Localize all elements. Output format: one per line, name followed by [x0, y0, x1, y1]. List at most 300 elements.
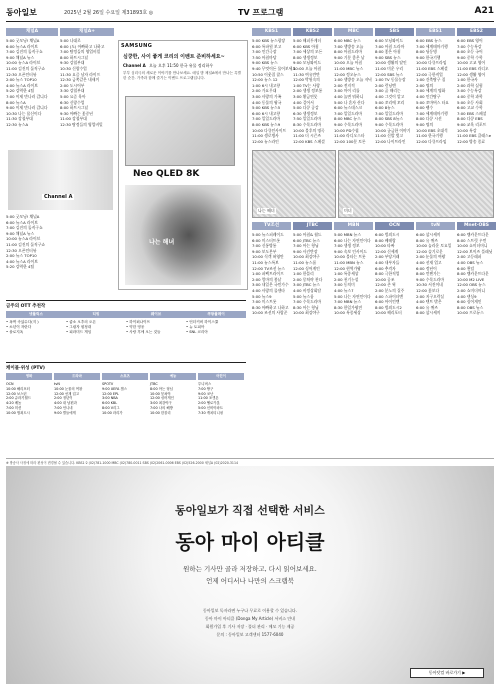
schedule-row: 9:00 한국기행 — [416, 54, 441, 60]
schedule-row: 12:00 존 윅 — [375, 282, 396, 288]
schedule-row: 2:00 쇼미더머니 — [457, 287, 486, 293]
schedule-row: 12:00 100분 토론 — [334, 138, 366, 144]
schedule-row: 9:00 보도본부 — [252, 248, 277, 254]
schedule-row: 12:00 보이즈 플래닛 — [457, 248, 493, 254]
schedule-row: 8:30 수목드라마 — [293, 121, 322, 127]
schedule-column — [293, 222, 332, 316]
schedule-row: 4:00 놀면 뭐하니 — [334, 93, 364, 99]
schedule-row: 10:00 생활의 달인 — [375, 60, 407, 66]
schedule-row: • 하이퍼나이프 — [126, 320, 151, 324]
schedule-row: JTBC — [150, 382, 158, 386]
schedule-row: 10:00 뉴스A 라이브 — [6, 236, 41, 242]
schedule-row: 10:00 공조 — [375, 276, 395, 282]
schedule-row: 11:30 요즘 남자 라이프 — [60, 71, 101, 77]
schedule-row: 7:30 캐치티니핑 — [198, 410, 224, 415]
schedule-row: 4:00 댄싱9 — [457, 293, 477, 299]
schedule-row: 3:00 최강야구 — [150, 401, 172, 406]
schedule-row: 9:00 UEFA 챔스 — [102, 386, 127, 391]
cable-genre: 영화 — [6, 373, 52, 380]
schedule-column — [334, 222, 373, 316]
schedule-row: 12:30 오픈인터뷰 — [6, 71, 37, 77]
schedule-row: 10:00 뉴스A 라이브 — [6, 60, 41, 66]
schedule-row: 12:00 EPL — [102, 391, 119, 396]
schedule-row: 8:00 베테랑 — [375, 237, 396, 243]
schedule-row: 9:30 아빠는 꽃중년 — [60, 110, 93, 116]
schedule-row: 5:00 아침& 월드 — [293, 232, 322, 237]
schedule-row: tvN — [54, 382, 60, 386]
schedule-row: 6:00 JTBC 뉴스 — [293, 237, 320, 243]
channel-a-plus-header: 채널A+ — [60, 28, 114, 36]
schedule-column — [375, 222, 414, 316]
schedule-row: 10:00 다큐프라임 — [416, 60, 447, 66]
schedule-row: 7:00 김진의 돌직구쇼 — [6, 225, 43, 231]
schedule-column — [457, 222, 496, 316]
schedule-row: 2:00 지구오락실 — [416, 293, 445, 299]
schedule-row: 6:00 삼시세끼 — [416, 232, 441, 237]
schedule-row: 6:00 퀸덤 — [457, 265, 475, 271]
schedule-row: 7:50 아침마당 — [252, 54, 277, 60]
schedule-row: 6:00 8뉴스 — [375, 105, 395, 111]
program-photo-2 — [338, 150, 494, 218]
donga-my-article-ad — [6, 466, 494, 684]
schedule-row: • 약한 영웅 — [126, 325, 145, 329]
schedule-row: 11:00 EBS 클래스e — [457, 133, 492, 139]
schedule-row: 10:00 식객 허영만 — [252, 254, 284, 260]
page-number: A21 — [474, 6, 494, 16]
channel-header: Mnet·OBS — [457, 222, 496, 230]
schedule-column — [293, 28, 332, 146]
schedule-row: 6:00 고교 수학 — [457, 105, 483, 111]
schedule-row: 10:00 프로듀스 — [457, 310, 484, 316]
channel-header: EBS1 — [416, 28, 455, 36]
channel-a-banner — [8, 150, 113, 210]
schedule-row: 8:00 생생정보 — [293, 54, 318, 60]
schedule-row: 12:00 방송 종료 — [457, 138, 486, 144]
schedule-row: 7:00 인간극장 — [252, 49, 277, 55]
schedule-row: 7:00 생방송 오늘 — [334, 43, 364, 49]
schedule-row: 3:00 마이 리틀 — [334, 88, 360, 94]
channel-header: TV조선 — [252, 222, 291, 230]
schedule-row: 10:50 이웃집 찰스 — [252, 71, 284, 77]
schedule-row: 6:00 KBL — [102, 401, 118, 406]
schedule-row: 6:00 펭수 — [416, 105, 434, 111]
schedule-row: 9:00 이제 만나러 갑니다 — [6, 105, 48, 111]
schedule-row: 12:00 다큐프라임 — [416, 138, 447, 144]
schedule-row: OCN — [6, 382, 14, 386]
schedule-row: 1:00 건축탐구 집 — [416, 77, 446, 83]
schedule-row: 4:00 그것이 알고 — [375, 93, 405, 99]
ott-column — [186, 311, 246, 335]
schedule-row: 1:00 TV 동물농장 — [375, 77, 406, 83]
schedule-row: • 소년이 자란다 — [6, 325, 32, 329]
schedule-row: 5:20 강력한 4팀 — [6, 264, 35, 270]
schedule-row: 6:00 모닝와이드 — [375, 38, 404, 43]
schedule-row: 12:30 금쪽같은 내새끼 — [60, 77, 100, 83]
schedule-row: 2:00 도시어부 — [60, 82, 85, 88]
schedule-row: 8:00 뉴스A — [6, 99, 26, 105]
schedule-row: 2:00 전지적 — [334, 82, 355, 88]
schedule-row: 11:00 신발 벗고 — [375, 133, 404, 139]
schedule-row: 9:00 기분 좋은 날 — [334, 54, 365, 60]
schedule-row: 10:30 서진이네 — [416, 282, 443, 288]
schedule-row: 12:00 보스턴 — [6, 391, 27, 396]
schedule-row: 7:00 생생 정보 — [334, 243, 360, 249]
schedule-row: 3:00 황금연못 — [293, 93, 318, 99]
schedule-row: 5:00 해피투게더 — [293, 38, 322, 43]
schedule-row: 10:00 타짜 — [375, 243, 395, 249]
ott-platform: 넷플릭스 — [6, 311, 66, 318]
cable-genre: 어린이 — [198, 373, 244, 380]
schedule-row: 7:00 짱구 — [198, 386, 214, 391]
schedule-row: • 폭싹 속았수다(지 ) — [6, 320, 39, 324]
ad-small-1: 동아일보 독자라면 누구나 무료로 이용할 수 있습니다. — [203, 608, 297, 613]
schedule-row: 3:00 사랑의 가족 — [252, 93, 282, 99]
schedule-row: 8:00 유 퀴즈 — [416, 237, 438, 243]
schedule-row: 12:00 SBS 뉴스 — [375, 71, 404, 77]
schedule-row: 7:00 언니네 — [54, 405, 73, 410]
schedule-row: 3:00 내일은 국민가수 — [252, 282, 289, 288]
schedule-row: 3:00 NBA — [102, 396, 118, 401]
schedule-row: 12:00 KBS 스페셜 — [293, 138, 325, 144]
schedule-row: 1:00 퍼펙트라이프 — [252, 271, 284, 277]
schedule-row: 7:00 신통방통 — [252, 243, 277, 249]
channel-header: KBS2 — [293, 28, 332, 36]
schedule-row: 7:00 수목드라마 — [293, 299, 322, 305]
schedule-row: 10:00 불타는 트롯 — [334, 254, 366, 260]
schedule-row: 10:00 오늘 아침 — [334, 60, 363, 66]
schedule-row: 9:00 명의 — [416, 121, 434, 127]
schedule-row: 12:00 뉴스 12 — [252, 77, 278, 83]
channel-header: EBS2 — [457, 28, 496, 36]
schedule-row: 8:00 하트시그널 — [60, 54, 89, 60]
schedule-row: 3:30 강철부대 — [60, 88, 85, 94]
schedule-row: 6:30 신랑수업 — [60, 99, 85, 105]
schedule-row: 6:00 (도) 아빠하고 나하고 — [60, 43, 105, 49]
schedule-row: 12:00 싱어게인 — [150, 396, 174, 401]
schedule-row: 10:00 눈물의 여왕 — [54, 386, 83, 391]
schedule-row: 10:00 범죄도시 — [6, 410, 30, 415]
schedule-row: 7:50 일일드라마 — [293, 116, 322, 122]
schedule-row: 2:00 부당거래 — [375, 254, 400, 260]
schedule-row: 11:00 김진의 돌직구쇼 — [6, 241, 46, 247]
schedule-row: 8:00 OBS 뉴스 — [457, 304, 484, 310]
schedule-row: 2:00 뉴스 TOP10 — [6, 77, 37, 83]
cable-column — [54, 373, 100, 416]
schedule-row: 8:00 극한직업 — [375, 271, 400, 277]
schedule-channel-a — [6, 28, 58, 146]
schedule-row: 7:00 탐정들의 영업비밀 — [60, 49, 101, 55]
schedule-row: 10:00 해리포터 — [6, 386, 30, 391]
schedule-row: 11:00 EBS 라디오 — [457, 65, 489, 71]
schedule-row: 10:00 쇼미더머니 — [457, 243, 488, 249]
schedule-row: 7:00 일일드라마 — [252, 116, 281, 122]
schedule-row: 6:00 MBC 뉴스 — [334, 38, 361, 43]
schedule-row: 7:00 세계테마기행 — [416, 43, 448, 49]
channel-header: MBN — [334, 222, 373, 230]
ad-small-3: 회원가입 후 기사 저장 · 폴더 관리 · 메모 기능 제공 — [205, 624, 295, 629]
schedule-row: 8:00 딩동댕 — [416, 49, 437, 55]
schedule-row: 8:30 아빠하고 나하고 — [252, 304, 289, 310]
channel-a-logo: Channel A — [44, 194, 73, 200]
schedule-row: 2:00 쥬라기월드 — [6, 396, 32, 401]
schedule-row: 8:30 아는 형님 — [293, 304, 319, 310]
schedule-row: 6:30 생생정보 — [293, 110, 318, 116]
schedule-row: 8:00 범죄도시2 — [375, 304, 402, 310]
schedule-row: 12:00 신세계 — [375, 248, 399, 254]
ott-platform: 티빙 — [66, 311, 126, 318]
ad-small-2: 동아 마이 아티클 (Donga My Article) 서비스 안내 — [204, 616, 296, 621]
schedule-row: 6:00 싱어게인 — [457, 299, 482, 305]
schedule-row: 10:00 조선의 사랑꾼 — [252, 310, 288, 316]
schedule-row: 2:00 런닝맨 — [375, 82, 396, 88]
ott-column — [6, 311, 66, 335]
schedule-row: 6:00 엠카운트다운 — [457, 232, 489, 237]
schedule-row: • SNL 코리아 — [186, 330, 208, 334]
schedule-row: 12:00 생활 영어 — [457, 71, 486, 77]
schedule-row: 12:30 탐정들의 영업비밀 — [60, 121, 103, 127]
schedule-row: 10:00 PD수첩 — [334, 127, 359, 133]
schedule-row: • 좋소 오후의 오픈 — [66, 320, 96, 324]
schedule-row: 6:00 뉴스데스크 — [334, 105, 363, 111]
schedule-row: 10:00 고교 영어 — [457, 60, 486, 66]
schedule-row: 8:00 언젠가는 — [416, 271, 441, 277]
schedule-row: 12:00 현역가왕 — [334, 265, 361, 271]
schedule-row: 12:00 뉴스라인 — [252, 138, 279, 144]
schedule-row: 3:00 골 때리는 — [375, 88, 401, 94]
schedule-row: 7:00 수능특강 — [457, 43, 482, 49]
schedule-row: 2:00 헬로카봇 — [198, 401, 220, 406]
channel-header: KBS1 — [252, 28, 291, 36]
schedule-row: 2:00 명의 — [416, 82, 434, 88]
schedule-row: • 사랑 후에 오는 것들 — [126, 330, 161, 334]
cable-satellite-listings — [6, 362, 246, 444]
schedule-row: 8:00 다큐 시선 — [416, 116, 442, 122]
schedule-row: • 피라미드 게임 — [66, 330, 92, 334]
schedule-row: 12:00 싱어게인 — [293, 265, 320, 271]
photo-caption-1: 나는 해녀 — [258, 208, 275, 213]
schedule-row: 4:00 뉴스A 라이브 — [6, 258, 38, 264]
program-photo-1 — [252, 150, 336, 218]
schedule-row: • 언더커버 하이스쿨 — [186, 320, 219, 324]
schedule-row: 11:00 김진의 돌직구쇼 — [6, 65, 46, 71]
schedule-row: 3:00 동치미 — [334, 282, 355, 288]
schedule-row: 5:00 KBS 뉴스광장 — [252, 38, 286, 43]
schedule-row: 8:00 SBS 8뉴스 — [375, 116, 404, 122]
schedule-column — [416, 28, 455, 146]
schedule-row: 6:00 범죄도시 — [375, 232, 400, 237]
schedule-row: SPOTV — [102, 382, 114, 386]
schedule-row: 8:00 아는 형님 — [150, 386, 173, 391]
ad-subline-2: 언제 어디서나 나만의 스크랩북 — [206, 577, 294, 585]
schedule-row: 2:00 가요무대 — [252, 88, 277, 94]
channel-a-header: 채널A — [6, 28, 58, 36]
schedule-row: 6:00 EBS 영어 — [457, 38, 483, 43]
schedule-row: 12:00 박원숙의 — [293, 77, 320, 83]
schedule-row: 12:00 OBS 뉴스 — [457, 282, 486, 288]
schedule-row: 9:30 강철부대 — [60, 60, 85, 66]
schedule-row: 7:00 아침 드라마 — [375, 43, 405, 49]
cable-column — [150, 373, 196, 416]
schedule-column — [252, 222, 291, 316]
schedule-row: 1:00 한국사 — [457, 77, 478, 83]
schedule-row: 2:00 과학 실험 — [457, 82, 483, 88]
schedule-row: 5:00 굿모닝! 채널A — [6, 38, 40, 43]
schedule-row: 4:00 동물의 왕국 — [252, 99, 282, 105]
ad-headline: 동아일보가 직접 선택한 서비스 — [175, 504, 325, 517]
schedule-row: 5:00 요즘 육아 — [60, 93, 86, 99]
schedule-footnote: ※ 방송사 사정에 따라 편성이 변경될 수 있습니다. KBS1·2 (02)781-1000 MBC (02)780-0011 SBS (02)2061-0006 EBS (02)526-2000 채널A (02)2020-3114 — [6, 458, 494, 465]
brand-logo: SAMSUNG — [121, 43, 153, 49]
ott-column — [126, 311, 186, 335]
schedule-row: 9:00 수목드라마 — [375, 121, 404, 127]
promo-channel: Channel A — [123, 63, 146, 68]
schedule-row: 10:00 최강야구 — [293, 254, 320, 260]
schedule-row: 7:00 EBS 스페셜 — [457, 110, 487, 116]
schedule-row: 2:00 고등래퍼 — [457, 254, 482, 260]
schedule-row: 10:00 M2 LIVE — [457, 276, 485, 282]
ott-title: 금주의 OTT 추천작 — [6, 304, 46, 309]
schedule-row: 11:00 MBC 뉴스 — [334, 65, 364, 71]
channel-header: tvN — [416, 222, 455, 230]
schedule-row: 9:00 수목드라마 — [416, 276, 445, 282]
schedule-row: 5:00 나 혼자 산다 — [334, 99, 365, 105]
schedule-column — [416, 222, 455, 316]
schedule-row: 11:00 강철부대 — [60, 116, 87, 122]
schedule-row: 7:00 아는 형님 — [293, 243, 319, 249]
ad-subline-1: 원하는 기사만 골라 저장하고, 다시 읽어보세요. — [183, 565, 317, 573]
cable-genre: 예능 — [150, 373, 196, 380]
schedule-row: 8:00 다큐 EBS — [457, 116, 483, 122]
schedule-row: 8:00 아침드라마 — [334, 49, 363, 55]
schedule-row: 11:00 미운 우리 — [375, 65, 404, 71]
ad-link-button[interactable]: 동아닷컴 바로가기 ▶ — [410, 668, 484, 678]
schedule-row: 11:30 강철부대 — [6, 116, 33, 122]
schedule-row: 9:00 속보 인사이드 — [334, 248, 367, 254]
schedule-row: 11:00 뉴스룸 — [293, 259, 317, 265]
promo-channel-sub: 오늘 오후 11:50 한국 유물 정리하우 — [149, 63, 214, 68]
schedule-row: 2:00 엄마의 봄날 — [252, 276, 282, 282]
schedule-row: 5:00 KBS 뉴스5 — [252, 105, 281, 111]
schedule-row: 4:00 중학 과학 — [457, 93, 483, 99]
schedule-row: 5:00 다큐 공감 — [293, 105, 319, 111]
schedule-row: 4:00 뉴스7 — [334, 287, 354, 293]
schedule-channel-a-plus — [60, 28, 114, 146]
schedule-row: 9:00 별들에게 — [54, 410, 76, 415]
schedule-row: 10:00 불후의 명곡 — [293, 127, 325, 133]
cable-genre: 드라마 — [54, 373, 100, 380]
schedule-row: 9:00 수목드라마 — [334, 121, 363, 127]
cable-genre: 스포츠 — [102, 373, 148, 380]
product-name: Neo QLED 8K — [133, 169, 200, 179]
schedule-row: 6:00 뉴스A 라이브 — [6, 43, 38, 49]
schedule-row: 12:00 정오뉴스 — [334, 71, 361, 77]
schedule-row: 8:00 엠카운트다운 — [457, 271, 489, 277]
schedule-row: 3:00 수능특강 — [457, 88, 482, 94]
schedule-row: 4:00 선재 업고 — [416, 259, 442, 265]
schedule-row: 5:00 나대로 — [60, 38, 81, 43]
schedule-row: 6:00 정년이 — [416, 265, 437, 271]
schedule-row: 10:00 특종세상 — [334, 310, 361, 316]
schedule-row: 8:30 한일가왕전 — [334, 304, 363, 310]
schedule-row: 6:00 나는 자연인이다 — [334, 237, 371, 243]
schedule-row: 6:00 뉴스A 라이브 — [6, 219, 38, 225]
schedule-row: 4:20 베놈 — [6, 401, 22, 406]
schedule-row: 4:00 내 남편과 — [54, 401, 77, 406]
schedule-row: 6:00 KBS 아침 — [293, 43, 319, 49]
schedule-row: 6:00 6시 내고향 — [252, 110, 281, 116]
schedule-row: 5:00 신비아파트 — [198, 405, 224, 410]
schedule-row: • 그림자 원정대 — [66, 325, 92, 329]
schedule-row: 7:00 세계테마기행 — [416, 110, 448, 116]
schedule-row: 10:00 다큐인사이트 — [252, 127, 287, 133]
schedule-row: 10:30 나는 몸신이다 — [6, 110, 42, 116]
schedule-row: • 솔로지옥 — [6, 330, 24, 334]
schedule-row: 10:00 한블리 — [150, 410, 171, 415]
schedule-row: 12:30 오픈인터뷰 — [6, 247, 37, 253]
schedule-row: 8:00 좋은 아침 — [375, 49, 401, 55]
schedule-row: 12:00 슬기로운 — [416, 248, 443, 254]
schedule-row: 10:00 특강 — [457, 127, 477, 133]
schedule-row: 2:00 생생 정보통 — [293, 88, 323, 94]
promo-artwork — [125, 185, 241, 285]
tv-product-image — [125, 96, 235, 166]
schedule-row: 6:00 아이언맨 — [375, 299, 400, 305]
schedule-row: 10:00 궁금한 이야기 — [375, 127, 411, 133]
schedule-row: 5:00 뉴스퍼레이드 — [252, 232, 284, 237]
schedule-row: 5:00 꼬마버스 타요 — [416, 99, 449, 105]
schedule-row: 11:00 한국기행 — [416, 133, 443, 139]
schedule-row: 8:00 MBC 뉴스 — [334, 116, 361, 122]
schedule-row: 6:00 유 퀴즈 — [416, 304, 438, 310]
schedule-row: 9:40 무엇이든 물어보세요 — [252, 65, 296, 71]
schedule-channel-a-extra — [6, 214, 114, 294]
schedule-row: 10:00 오늘 아침 — [293, 65, 322, 71]
ott-recommendations — [6, 300, 246, 360]
ad-small-4: 문의 : 동아일보 고객센터 1577-6040 — [216, 632, 284, 637]
schedule-column — [334, 28, 373, 146]
schedule-row: 4:00 OBS 뉴스 — [457, 259, 484, 265]
schedule-row: 6:00 EBS 뉴스 — [416, 38, 442, 43]
issue-date: 2025년 2월 26일 수요일 제31893호 ◎ — [64, 10, 154, 16]
ad-title: 동아 마이 아티클 — [175, 530, 325, 554]
schedule-row: 2:00 정년이 — [54, 396, 73, 401]
cable-column — [102, 373, 148, 416]
schedule-row: 11:30 여유만만 — [293, 71, 320, 77]
photo-caption-2: 미녀 — [344, 208, 352, 213]
schedule-row: 4:00 스파이더맨 — [375, 293, 404, 299]
schedule-row: 1:00 특종세상 — [334, 271, 359, 277]
schedule-row: 7:00 미션 — [6, 405, 22, 410]
schedule-row: 9:00 SBS 뉴스 — [375, 54, 401, 60]
schedule-row: 5:00 꼬리에 꼬리 — [375, 99, 405, 105]
schedule-row: 12:00 꽃보다 — [416, 287, 440, 293]
schedule-row: 4:00 인간탐구 — [416, 93, 441, 99]
cable-column — [6, 373, 52, 416]
schedule-row: 9:00 사건반장 — [293, 248, 318, 254]
schedule-row: 8:00 삼시세끼 — [416, 310, 441, 316]
cable-title: 케이블·위성 (PTV) — [6, 366, 45, 371]
schedule-row: 2:00 뉴스 TOP10 — [6, 253, 37, 259]
schedule-column — [457, 28, 496, 146]
schedule-row: 5:00 초등 사회 — [457, 99, 483, 105]
schedule-row: 12:00 TV조선 뉴스 — [252, 265, 285, 271]
schedule-row: 7:00 세상의 모든 — [293, 49, 323, 55]
section-title: TV 프로그램 — [238, 8, 284, 17]
schedule-row: 10:00 EBS 초대석 — [416, 127, 448, 133]
schedule-row: 4:00 걸어서 — [293, 99, 314, 105]
schedule-row: 1:00 TV는 사랑 — [293, 82, 320, 88]
schedule-row: 5:00 뉴스9 — [252, 293, 272, 299]
